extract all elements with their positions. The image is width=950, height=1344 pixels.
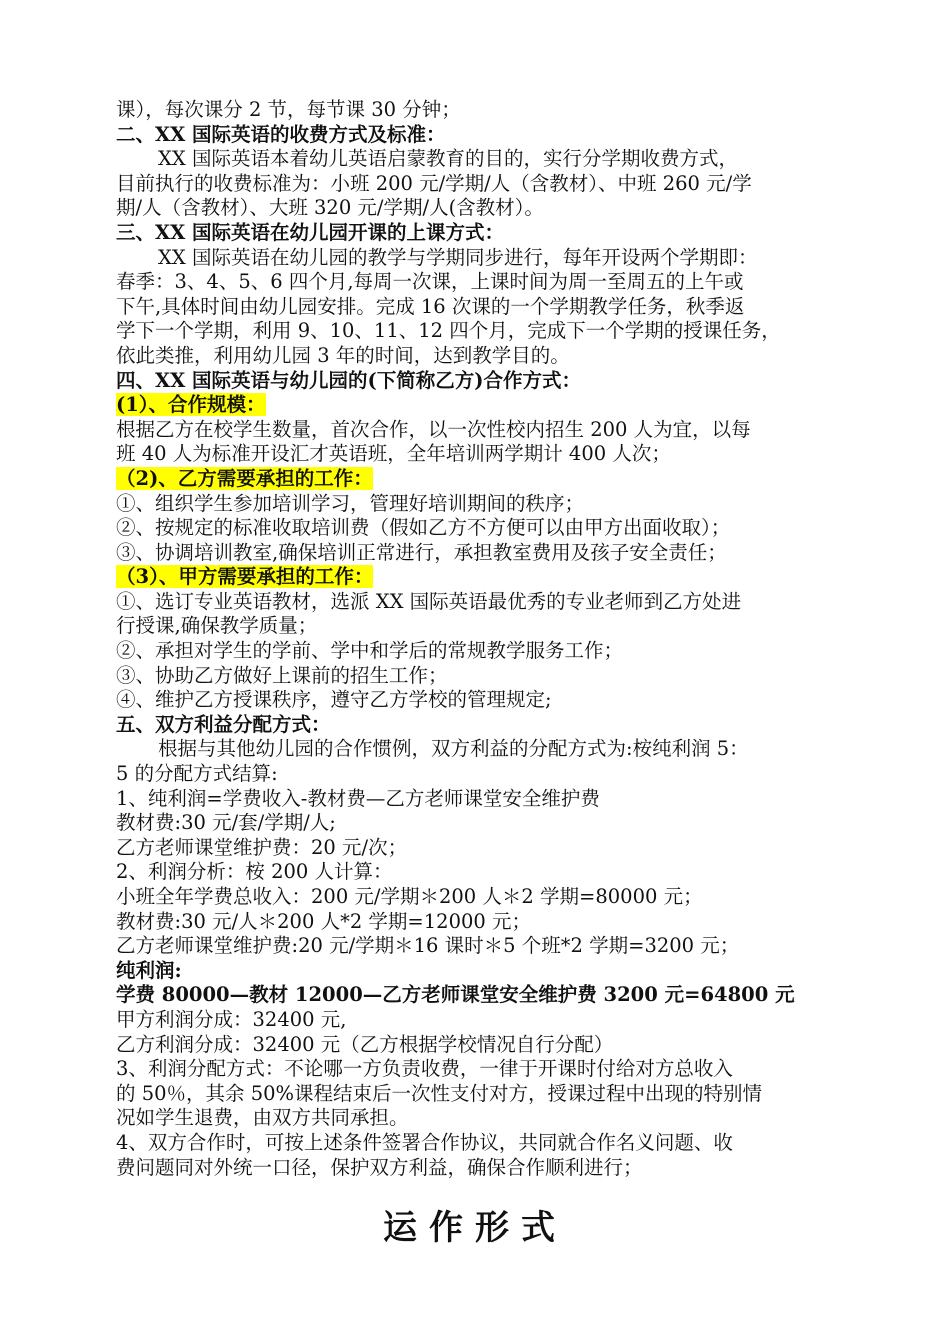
text-line: 依此类推，利用幼儿园 3 年的时间，达到教学目的。 [116,343,570,367]
highlighted-subheading [116,467,840,492]
text-line: ①、组织学生参加培训学习，管理好培训期间的秩序； [116,491,585,515]
text-line: 根据与其他幼儿园的合作惯例，双方利益的分配方式为:桉纯利润 5： [158,737,749,761]
text-line: 小班全年学费总收入：200 元/学期＊200 人＊2 学期=80000 元； [116,885,703,908]
text-line: 4、双方合作时，可按上述条件签署合作协议，共同就合作名义问题、收 [116,1130,733,1154]
text-line: ③、协调培训教室,确保培训正常进行，承担教室费用及孩子安全责任； [116,540,727,564]
text-line: XX 国际英语本着幼儿英语启蒙教育的目的，实行分学期收费方式， [158,147,738,171]
text-line: 1、纯利润=学费收入-教材费—乙方老师课堂安全维护费 [116,786,600,810]
document-body [116,98,840,1180]
highlighted-subheading [116,393,840,418]
text-line: 根据乙方在校学生数量，首次合作，以一次性校内招生 200 人为宜，以每 [116,417,751,441]
highlight-mark: （2)、乙方需要承担的工作： [116,466,373,490]
text-line: 目前执行的收费标准为：小班 200 元/学期/人（含教材）、中班 260 元/学 [116,171,752,195]
text-line: ①、选订专业英语教材，选派 XX 国际英语最优秀的专业老师到乙方处进 [116,589,742,613]
text-line: 乙方利润分成：32400 元（乙方根据学校情况自行分配） [116,1032,614,1056]
highlight-mark: （3）、甲方需要承担的工作： [116,565,374,589]
text-line: 期/人（含教材）、大班 320 元/学期/人(含教材）。 [116,196,544,220]
text-line: ②、按规定的标准收取培训费（假如乙方不方便可以由甲方出面收取）； [116,516,731,540]
text-line: 5 的分配方式结算: [116,762,278,786]
section-heading: 二、XX 国际英语的收费方式及标准： [116,122,446,146]
text-line: 下午,具体时间由幼儿园安排。完成 16 次课的一个学期教学任务，秋季返 [116,294,745,318]
text-line: 课），每次课分 2 节，每节课 30 分钟； [116,98,461,121]
section-title: 运作形式 [383,1208,567,1248]
text-line: XX 国际英语在幼儿园的教学与学期同步进行，每年开设两个学期即： [158,245,758,269]
text-line: 乙方老师课堂维护费：20 元/次； [116,835,408,859]
text-line: 班 40 人为标准开设汇才英语班，全年培训两学期计 400 人次； [116,442,671,466]
section-heading: 五、双方利益分配方式： [116,712,331,736]
text-line: 春季：3、4、5、6 四个月,每周一次课，上课时间为周一至周五的上午或 [116,270,744,294]
highlight-mark: (1）、合作规模： [116,393,266,417]
text-line: ④、维护乙方授课秩序，遵守乙方学校的管理规定; [116,688,552,712]
text-line: 教材费:30 元/套/学期/人; [116,811,336,835]
text-line: 甲方利润分成：32400 元, [116,1007,347,1031]
section-heading: 纯利润: [116,958,182,982]
text-line: 行授课,确保教学质量； [116,614,318,638]
section-heading: 四、XX 国际英语与幼儿园的(下简称乙方)合作方式： [116,368,582,392]
text-line: 乙方老师课堂维护费:20 元/学期＊16 课时＊5 个班*2 学期=3200 元； [116,934,740,958]
text-line: 况如学生退费，由双方共同承担。 [116,1106,409,1130]
section-heading: 三、XX 国际英语在幼儿园开课的上课方式： [116,220,505,244]
text-line: 3、利润分配方式：不论哪一方负责收费，一律于开课时付给对方总收入 [116,1057,733,1081]
text-line: 学下一个学期，利用 9、10、11、12 四个月，完成下一个学期的授课任务， [116,319,781,343]
text-line: 教材费:30 元/人＊200 人*2 学期=12000 元； [116,909,531,933]
text-line: 费问题同对外统一口径，保护双方利益，确保合作顺利进行； [116,1155,643,1179]
text-line: ③、协助乙方做好上课前的招生工作； [116,663,448,687]
highlighted-subheading [116,565,840,590]
section-heading: 学费 80000—教材 12000—乙方老师课堂安全维护费 3200 元=64800 元 [116,983,795,1007]
text-line: 的 50％，其余 50%课程结束后一次性支付对方，授课过程中出现的特别情 [116,1081,763,1105]
text-line: 2、利润分析：桉 200 人计算： [116,860,393,884]
text-line: ②、承担对学生的学前、学中和学后的常规教学服务工作； [116,639,624,663]
